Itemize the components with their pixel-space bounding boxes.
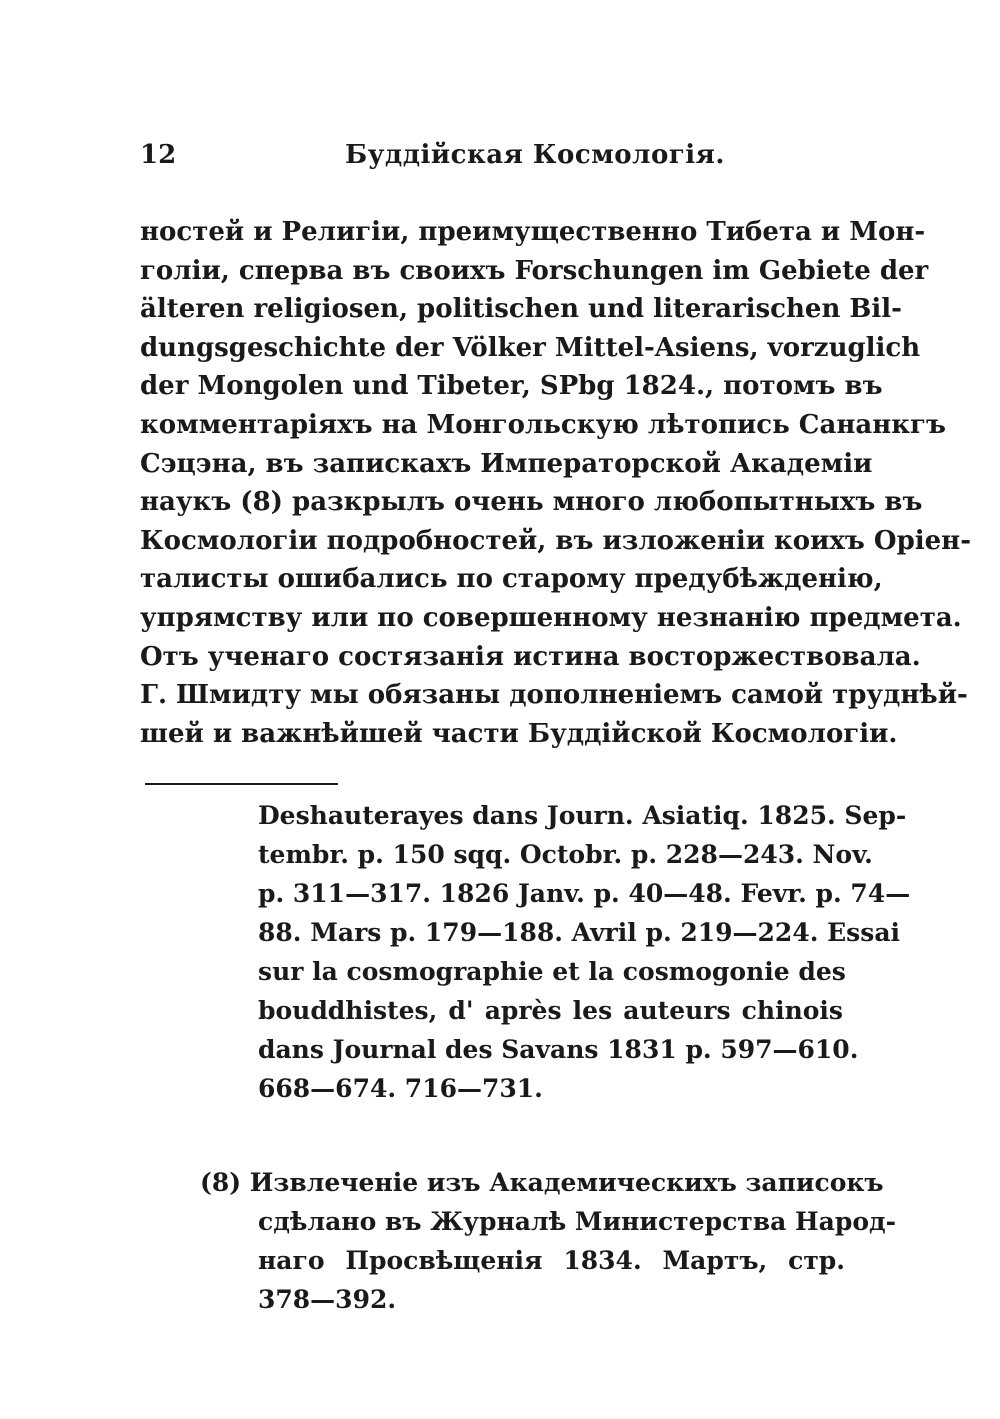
page-header: [140, 140, 840, 180]
footnote-line: 668—674. 716—731.: [258, 1074, 543, 1103]
footnote-line: tembr. p. 150 sqq. Octobr. p. 228—243. Nov.: [258, 840, 873, 869]
page-number: 12: [140, 140, 177, 170]
footnote-line: 88. Mars p. 179—188. Avril p. 219—224. Essai: [258, 918, 901, 947]
text-line: ностей и Религіи, преимущественно Тибета и Мон-: [140, 217, 926, 247]
footnote-line: bouddhistes, d' après les auteurs chinois: [258, 996, 843, 1025]
footnote-line: сдѣлано въ Журналѣ Министерства Народ-: [258, 1207, 897, 1236]
footnote-separator-rule: [145, 783, 338, 785]
text-line: голіи, сперва въ своихъ Forschungen im Gebiete der: [140, 255, 929, 286]
footnote-line: p. 311—317. 1826 Janv. p. 40—48. Fevr. p. 74—: [258, 879, 911, 908]
text-line: Сэцэна, въ запискахъ Императорской Академіи: [140, 448, 873, 479]
footnote-8: [200, 1163, 897, 1319]
footnote-line: sur la cosmographie et la cosmogonie des: [258, 957, 846, 986]
text-line: älteren religiosen, politischen und literarischen Bil-: [140, 294, 902, 325]
text-line: шей и важнѣйшей части Буддійской Космологіи.: [140, 718, 898, 749]
main-paragraph: [140, 213, 971, 753]
text-line: dungsgeschichte der Völker Mittel-Asiens, vorzuglich: [140, 332, 921, 363]
text-line: наукъ (8) разкрылъ очень много любопытныхъ въ: [140, 487, 923, 518]
footnote-line: Deshauterayes dans Journ. Asiatiq. 1825. Sep-: [258, 801, 907, 830]
text-line: Космологіи подробностей, въ изложеніи коихъ Оріен-: [140, 525, 971, 556]
text-line: Отъ ученаго состязанія истина восторжествовала.: [140, 641, 921, 672]
footnote-deshauterayes: [258, 796, 911, 1108]
text-line: der Mongolen und Tibeter, SPbg 1824., потомъ въ: [140, 371, 883, 402]
footnote-line: dans Journal des Savans 1831 p. 597—610.: [258, 1035, 859, 1064]
running-title: Буддійская Космологія.: [345, 140, 725, 170]
footnote-line: 378—392.: [258, 1285, 397, 1314]
footnote-line: наго Просвѣщенія 1834. Мартъ, стр.: [258, 1246, 845, 1275]
footnote-line: (8) Извлеченіе изъ Академическихъ записокъ: [200, 1168, 884, 1197]
text-line: талисты ошибались по старому предубѣжденію,: [140, 564, 883, 595]
text-line: упрямству или по совершенному незнанію предмета.: [140, 602, 962, 633]
text-line: комментаріяхъ на Монгольскую лѣтопись Сананкгъ: [140, 409, 946, 440]
text-line: Г. Шмидту мы обязаны дополненіемъ самой труднѣй-: [140, 680, 968, 711]
